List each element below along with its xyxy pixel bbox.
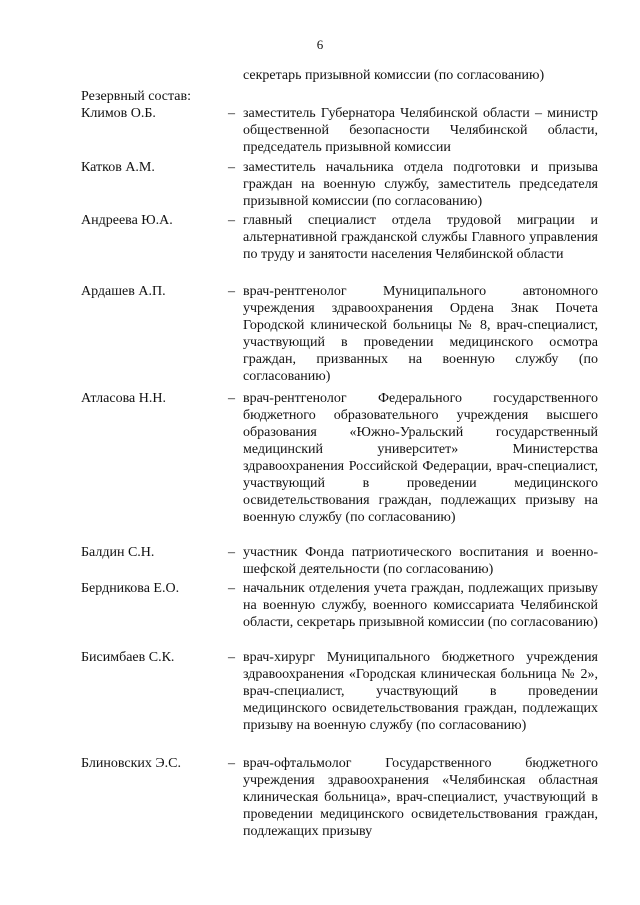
member-position: начальник отделения учета граждан, подлежащих призыву на военную службу, военного комиссариата Челябинской области, секретарь призывной комиссии (по согласованию) xyxy=(243,581,598,630)
member-name: Андреева Ю.А. xyxy=(81,213,173,228)
member-name: Ардашев А.П. xyxy=(81,284,166,299)
dash-separator: – xyxy=(228,756,235,771)
dash-separator: – xyxy=(228,581,235,596)
member-position: врач-офтальмолог Государственного бюджетного учреждения здравоохранения «Челябинская областная клиническая больница», врач-специалист, участвующий в проведении медицинского освидетельствования граждан, подлежащих призыву xyxy=(243,756,598,839)
dash-separator: – xyxy=(228,213,235,228)
member-position: врач-рентгенолог Федерального государственного бюджетного образовательного учреждения высшего образования «Южно-Уральский государственный медицинский университет» Министерства здравоохранения Российской Федерации, врач-специалист, участвующий в проведении медицинского освидетельствования граждан, подлежащих призыву на военную службу (по согласованию) xyxy=(243,391,598,525)
member-position: заместитель Губернатора Челябинской области – министр общественной безопасности Челябинской области, председатель призывной комиссии xyxy=(243,106,598,155)
member-name: Блиновских Э.С. xyxy=(81,756,181,771)
dash-separator: – xyxy=(228,391,235,406)
continuation-text: секретарь призывной комиссии (по согласованию) xyxy=(243,68,545,83)
dash-separator: – xyxy=(228,545,235,560)
dash-separator: – xyxy=(228,160,235,175)
member-name: Атласова Н.Н. xyxy=(81,391,166,406)
member-name: Балдин С.Н. xyxy=(81,545,155,560)
dash-separator: – xyxy=(228,650,235,665)
page-number: 6 xyxy=(316,37,324,52)
member-name: Бисимбаев С.К. xyxy=(81,650,175,665)
member-position: заместитель начальника отдела подготовки и призыва граждан на военную службу, заместитель председателя призывной комиссии (по согласованию) xyxy=(243,160,598,209)
member-position: врач-хирург Муниципального бюджетного учреждения здравоохранения «Городская клиническая больница № 2», врач-специалист, участвующий в проведении медицинского освидетельствования граждан, подлежащих призыву на военную службу (по согласованию) xyxy=(243,650,598,733)
reserve-heading: Резервный состав: xyxy=(81,89,192,104)
member-position: врач-рентгенолог Муниципального автономного учреждения здравоохранения Ордена Знак Почета Городской клинической больницы № 8, врач-специалист, участвующий в проведении медицинского осмотра граждан, призванных на военную службу (по согласованию) xyxy=(243,284,598,384)
member-position: участник Фонда патриотического воспитания и военно-шефской деятельности (по согласованию) xyxy=(243,545,598,577)
dash-separator: – xyxy=(228,284,235,299)
member-position: главный специалист отдела трудовой миграции и альтернативной гражданской службы Главного управления по труду и занятости населения Челябинской области xyxy=(243,213,598,262)
member-name: Бердникова Е.О. xyxy=(81,581,180,596)
member-name: Катков А.М. xyxy=(81,160,155,175)
member-name: Климов О.Б. xyxy=(81,106,156,121)
dash-separator: – xyxy=(228,106,235,121)
